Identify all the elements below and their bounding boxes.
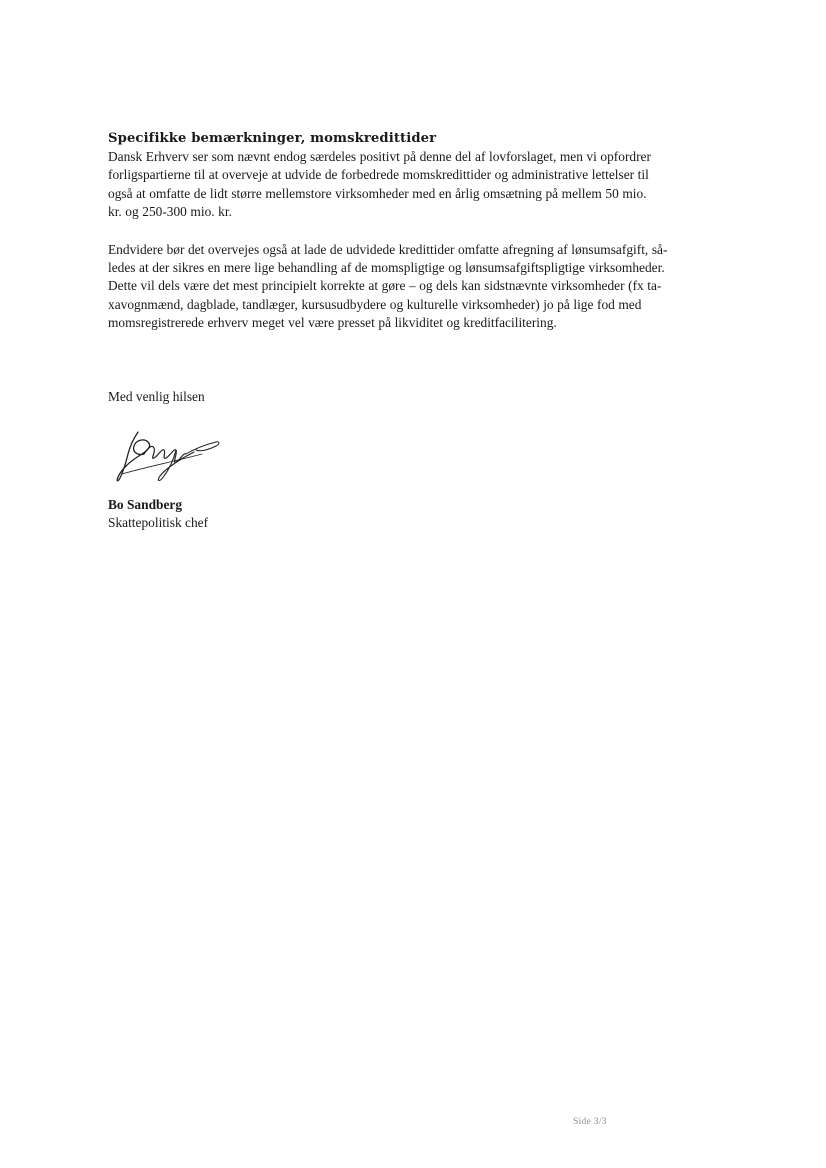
- closing-greeting: Med venlig hilsen: [108, 389, 205, 404]
- paragraph-1-line: også at omfatte de lidt større mellemstore virksomheder med en årlig omsætning på mellem 50 mio.: [108, 185, 647, 201]
- signer-name: Bo Sandberg: [108, 497, 183, 512]
- paragraph-1-line: kr. og 250-300 mio. kr.: [108, 204, 232, 220]
- paragraph-2-line: Dette vil dels være det mest principielt korrekte at gøre – og dels kan sidstnævnte virksomheder (fx ta-: [108, 278, 662, 294]
- paragraph-2-line: Endvidere bør det overvejes også at lade de udvidede kredittider omfatte afregning af lønsumsafgift, så-: [108, 241, 668, 257]
- paragraph-2: [108, 241, 728, 333]
- paragraph-1: [108, 148, 728, 222]
- section-heading: Specifikke bemærkninger, momskredittider: [108, 131, 437, 146]
- signature-icon: [112, 424, 227, 486]
- paragraph-2-line: xavognmænd, dagblade, tandlæger, kursusudbydere og kulturelle virksomheder) jo på lige fod med: [108, 296, 642, 312]
- paragraph-1-line: forligspartierne til at overveje at udvide de forbedrede momskredittider og administrative lettelser til: [108, 167, 649, 183]
- page-number: Side 3/3: [573, 1117, 607, 1127]
- paragraph-2-line: momsregistrerede erhverv meget vel være presset på likviditet og kreditfacilitering.: [108, 315, 557, 331]
- paragraph-2-line: ledes at der sikres en mere lige behandling af de momspligtige og lønsumsafgiftspligtige virksomheder.: [108, 260, 665, 276]
- paragraph-1-line: Dansk Erhverv ser som nævnt endog særdeles positivt på denne del af lovforslaget, men vi opfordrer: [108, 149, 651, 164]
- signer-title: Skattepolitisk chef: [108, 515, 209, 530]
- section-momskredittider: [108, 130, 728, 333]
